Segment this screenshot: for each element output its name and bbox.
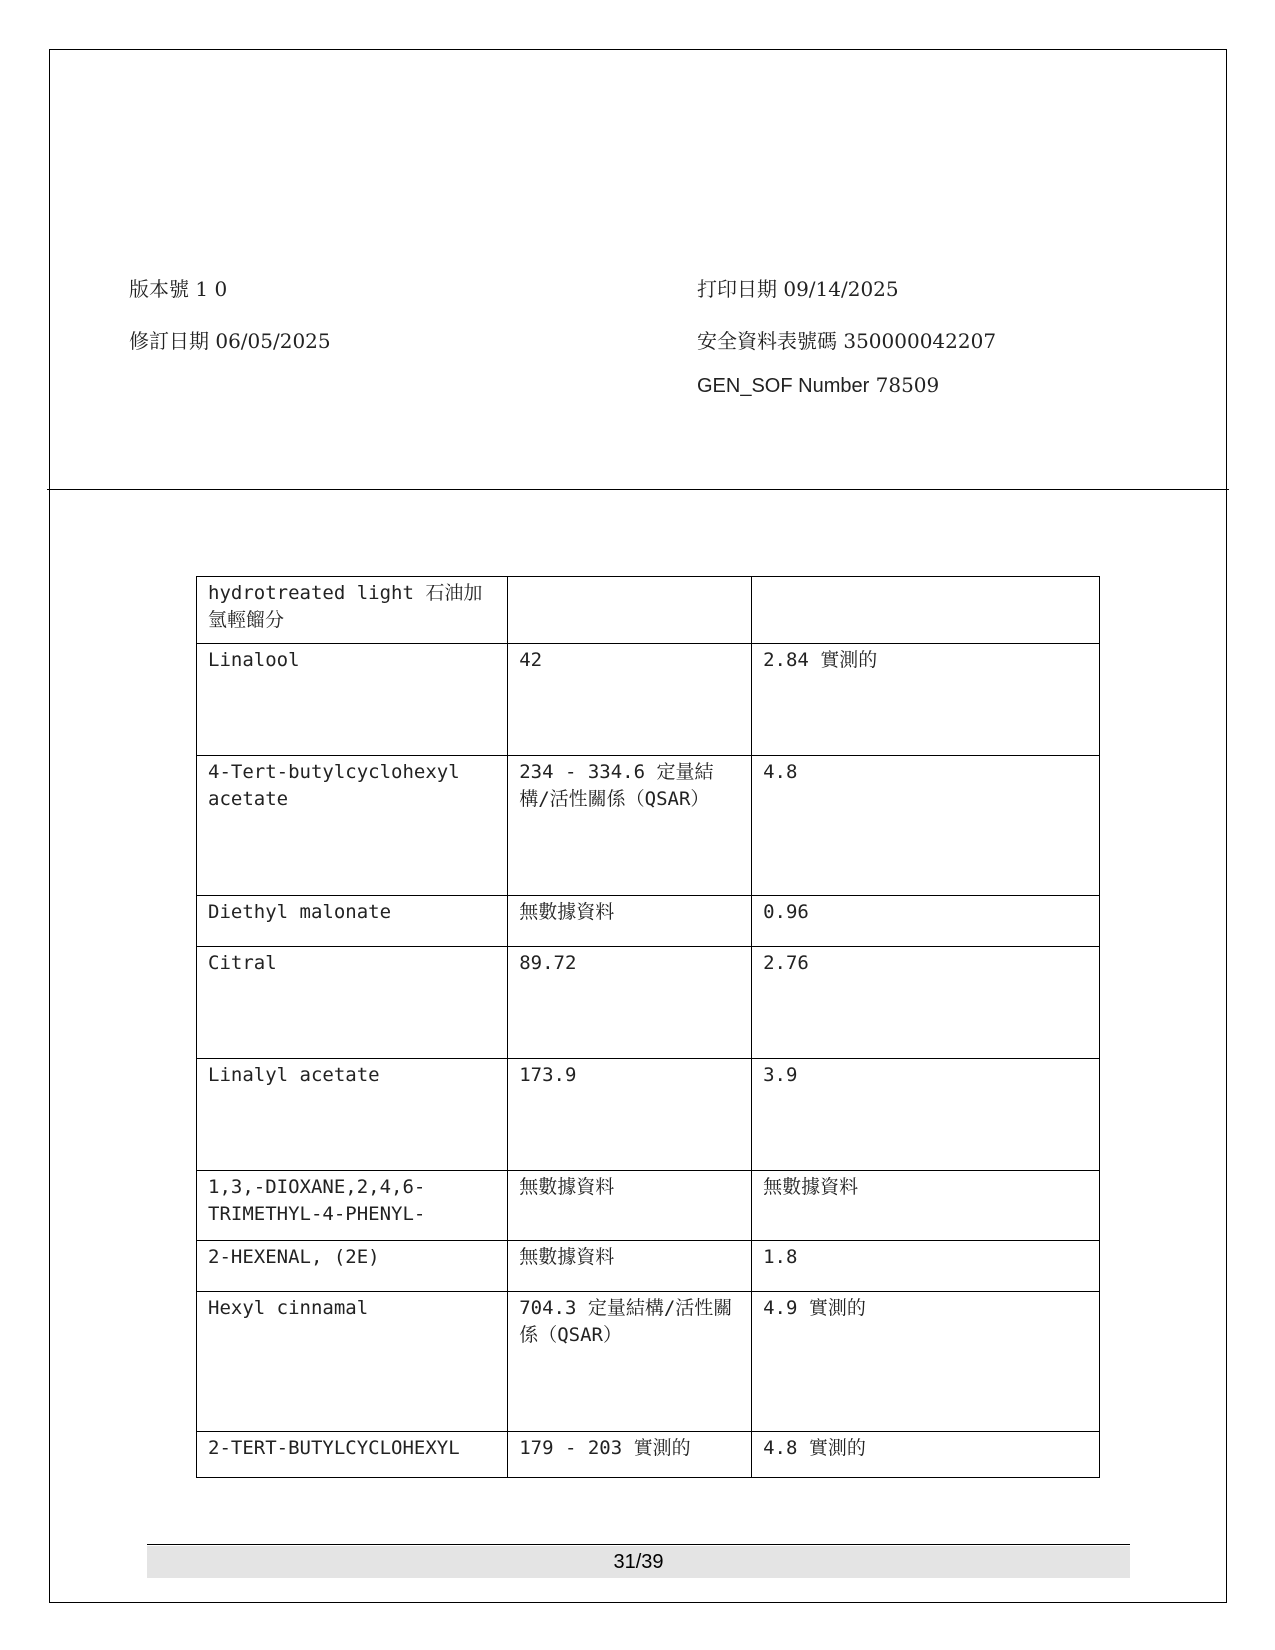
version-label: 版本號 [129, 277, 189, 301]
print-value: 09/14/2025 [783, 277, 899, 301]
cell-col2: 無數據資料 [508, 1171, 752, 1241]
cell-substance: Citral [197, 947, 508, 1059]
table-row [197, 1292, 1100, 1432]
gen-sof-value: 78509 [875, 373, 940, 397]
version-value: 1 0 [195, 277, 228, 301]
revision-date [129, 329, 331, 353]
cell-substance: 1,3,-DIOXANE,2,4,6-TRIMETHYL-4-PHENYL- [197, 1171, 508, 1241]
cell-col2: 179 - 203 實測的 [508, 1432, 752, 1478]
cell-col3: 4.8 實測的 [752, 1432, 1100, 1478]
cell-col3: 無數據資料 [752, 1171, 1100, 1241]
revision-label: 修訂日期 [129, 329, 209, 353]
table-row [197, 1171, 1100, 1241]
cell-substance: 2-HEXENAL, (2E) [197, 1241, 508, 1292]
print-date [697, 277, 899, 301]
table-row [197, 577, 1100, 644]
table-row [197, 1241, 1100, 1292]
gen-sof-number [697, 373, 939, 398]
cell-col3: 2.76 [752, 947, 1100, 1059]
table-row [197, 644, 1100, 756]
table-row [197, 896, 1100, 947]
table-row [197, 756, 1100, 896]
footer-bar [147, 1546, 1130, 1578]
table-row [197, 1432, 1100, 1478]
table-row [197, 947, 1100, 1059]
header-divider [47, 489, 1229, 490]
cell-col2: 89.72 [508, 947, 752, 1059]
sds-label: 安全資料表號碼 [697, 329, 837, 353]
cell-col3: 1.8 [752, 1241, 1100, 1292]
cell-col2: 42 [508, 644, 752, 756]
cell-substance: Linalyl acetate [197, 1059, 508, 1171]
revision-value: 06/05/2025 [215, 329, 331, 353]
cell-substance: 2-TERT-BUTYLCYCLOHEXYL [197, 1432, 508, 1478]
cell-col2: 無數據資料 [508, 1241, 752, 1292]
cell-substance: Hexyl cinnamal [197, 1292, 508, 1432]
cell-col3: 0.96 [752, 896, 1100, 947]
sds-value: 350000042207 [843, 329, 997, 353]
cell-col2: 234 - 334.6 定量結構/活性關係（QSAR） [508, 756, 752, 896]
cell-substance: 4-Tert-butylcyclohexyl acetate [197, 756, 508, 896]
cell-col3 [752, 577, 1100, 644]
cell-col2 [508, 577, 752, 644]
table-row [197, 1059, 1100, 1171]
cell-col2: 無數據資料 [508, 896, 752, 947]
footer-divider [147, 1544, 1130, 1545]
cell-col3: 3.9 [752, 1059, 1100, 1171]
version-number [129, 277, 227, 301]
cell-substance: Diethyl malonate [197, 896, 508, 947]
print-label: 打印日期 [697, 277, 777, 301]
cell-col2: 704.3 定量結構/活性關係（QSAR） [508, 1292, 752, 1432]
cell-col2: 173.9 [508, 1059, 752, 1171]
cell-substance: hydrotreated light 石油加氫輕餾分 [197, 577, 508, 644]
cell-substance: Linalool [197, 644, 508, 756]
cell-col3: 2.84 實測的 [752, 644, 1100, 756]
cell-col3: 4.9 實測的 [752, 1292, 1100, 1432]
gen-sof-label: GEN_SOF Number [697, 375, 870, 397]
cell-col3: 4.8 [752, 756, 1100, 896]
page-number: 31/39 [613, 1551, 664, 1573]
data-table [196, 576, 1100, 1478]
sds-number [697, 329, 996, 353]
